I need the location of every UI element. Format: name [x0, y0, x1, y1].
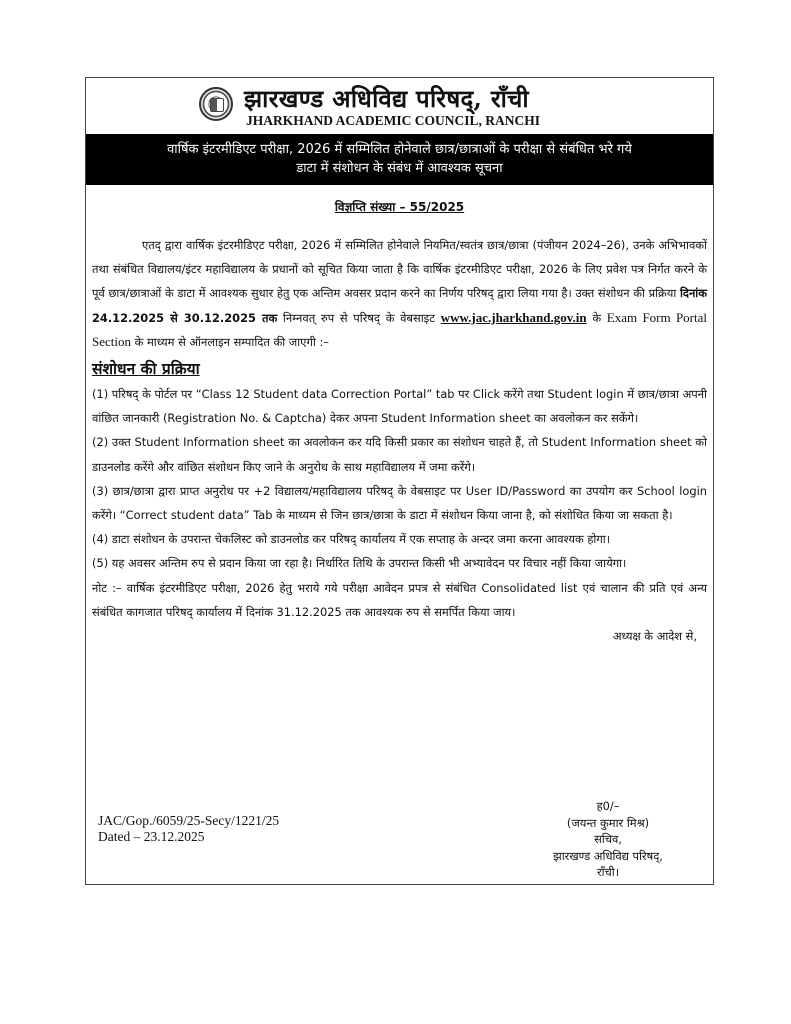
subject-banner	[86, 134, 713, 185]
notice-number	[86, 198, 713, 215]
council-title-hindi: झारखण्ड अधिविद्य परिषद्, राँची	[244, 84, 529, 113]
step-number: (3)	[92, 483, 109, 498]
website-link[interactable]: www.jac.jharkhand.gov.in	[440, 309, 587, 325]
process-heading: संशोधन की प्रक्रिया	[92, 360, 200, 379]
jac-emblem-icon	[199, 87, 233, 121]
signatory-organization: झारखण्ड अधिविद्य परिषद्,	[553, 848, 663, 863]
signatory-city: राँची।	[596, 865, 620, 879]
intro-paragraph	[92, 233, 707, 354]
portal-section: Exam Form Portal Section	[92, 309, 707, 349]
note-paragraph: नोट :– वार्षिक इंटरमीडिएट परीक्षा, 2026 हेतु भराये गये परीक्षा आवेदन प्रपत्र से संबंधित Consolidated list एवं चालान की प्रति एवं अन्य संबंधित कागजात परिषद् कार्यालय में दिनांक 31.12.2025 तक आवश्यक रुप से समर्पित किया जाय।	[92, 580, 707, 619]
step-text: परिषद् के पोर्टल पर “Class 12 Student data Correction Portal” tab पर Click करेंगे तथा Student login में छात्र/छात्रा अपनी वांछित जानकारी (Registration No. & Captcha) देकर अपना Student Information sheet का अवलोकन कर सकेंगे।	[92, 387, 708, 426]
subject-line-2: डाटा में संशोधन के संबंध में आवश्यक सूचना	[296, 161, 503, 176]
notice-body	[92, 233, 707, 648]
step-number: (1)	[92, 387, 109, 402]
step-number: (5)	[92, 556, 109, 571]
process-step-3	[92, 479, 707, 527]
process-step-1	[92, 382, 707, 430]
intro-text-3: के	[586, 310, 607, 325]
by-order-line: अध्यक्ष के आदेश से,	[612, 629, 697, 644]
notice-number-label: विज्ञप्ति संख्या – 55/2025	[334, 200, 465, 214]
notice-document	[85, 77, 714, 885]
letter-number: JAC/Gop./6059/25-Secy/1221/25	[98, 813, 280, 828]
step-text: यह अवसर अन्तिम रुप से प्रदान किया जा रहा है। निर्धारित तिथि के उपरान्त किसी भी अभ्यावेदन पर विचार नहीं किया जायेगा।	[111, 556, 627, 571]
step-number: (2)	[92, 435, 109, 450]
step-number: (4)	[92, 532, 109, 547]
signatory-name: (जयन्त कुमार मिश्र)	[566, 815, 650, 830]
reference-block	[98, 813, 279, 845]
process-step-5	[92, 551, 707, 575]
subject-line-1: वार्षिक इंटरमीडिएट परीक्षा, 2026 में सम्मिलित होनेवाले छात्र/छात्राओं के परीक्षा से संबंधित भरे गये	[167, 142, 632, 157]
signed-mark: ह0/–	[596, 799, 620, 813]
signature-block	[533, 798, 683, 881]
intro-text-2: निम्नवत् रुप से परिषद् के वेबसाइट	[277, 310, 441, 325]
signatory-designation: सचिव,	[594, 832, 622, 846]
step-text: छात्र/छात्रा द्वारा प्राप्त अनुरोध पर +2 विद्यालय/महाविद्यालय परिषद् के वेबसाइट पर User ID/Password का उपयोग कर School login करेंगे। “Correct student data” Tab के माध्यम से जिन छात्र/छात्रा के डाटा में संशोधन किया जाना है, को संशोधित किया जा सकता है।	[92, 483, 708, 523]
letter-date: Dated – 23.12.2025	[98, 829, 205, 844]
letterhead	[86, 78, 713, 134]
intro-text-1: एतद् द्वारा वार्षिक इंटरमीडिएट परीक्षा, 2026 में सम्मिलित होनेवाले नियमित/स्वतंत्र छात्र/छात्रा (पंजीयन 2024–26), उनके अभिभावकों तथा संबंधित विद्यालय/इंटर महाविद्यालय के प्रधानों को सूचित किया जाता है कि वार्षिक इंटरमीडिएट परीक्षा, 2026 के लिए प्रवेश पत्र निर्गत करने के पूर्व छात्र/छात्राओं के डाटा में आवश्यक सुधार हेतु एक अन्तिम अवसर प्रदान करने का निर्णय परिषद् द्वारा लिया गया है। उक्त संशोधन की प्रक्रिया	[92, 238, 707, 301]
step-text: उक्त Student Information sheet का अवलोकन कर यदि किसी प्रकार का संशोधन चाहते हैं, तो Student Information sheet को डाउनलोड करेंगे और वांछित संशोधन किए जाने के अनुरोध के साथ महाविद्यालय में जमा करेंगे।	[92, 435, 708, 474]
step-text: डाटा संशोधन के उपरान्त चेकलिस्ट को डाउनलोड कर परिषद् कार्यालय में एक सप्ताह के अन्दर जमा करना आवश्यक होगा।	[111, 532, 611, 547]
council-title-english: JHARKHAND ACADEMIC COUNCIL, RANCHI	[246, 113, 541, 128]
intro-text-4: के माध्यम से ऑनलाइन सम्पादित की जाएगी :–	[131, 334, 329, 349]
date-range: दिनांक 24.12.2025 से 30.12.2025 तक	[92, 286, 707, 325]
process-step-2	[92, 430, 707, 478]
process-step-4	[92, 527, 707, 551]
